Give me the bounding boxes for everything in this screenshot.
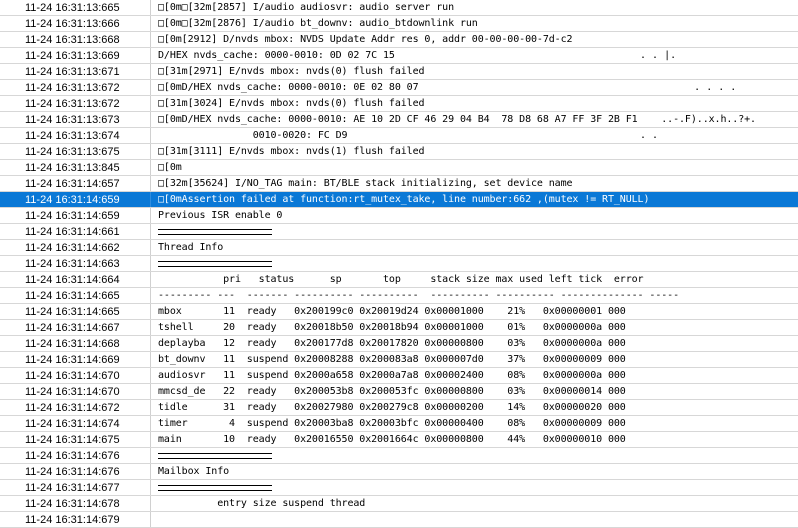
log-timestamp: 11-24 16:31:13:673: [25, 114, 120, 126]
log-row[interactable]: [0, 0, 798, 16]
log-timestamp: 11-24 16:31:13:666: [25, 18, 120, 30]
column-divider: [150, 448, 151, 463]
log-timestamp: 11-24 16:31:13:672: [25, 98, 120, 110]
log-timestamp: 11-24 16:31:13:845: [25, 162, 120, 174]
log-message: D/HEX nvds_cache: 0000-0010: 0D 02 7C 15: [158, 50, 395, 61]
log-row[interactable]: [0, 176, 798, 192]
log-timestamp: 11-24 16:31:13:674: [25, 130, 120, 142]
log-row[interactable]: [0, 336, 798, 352]
log-row[interactable]: [0, 448, 798, 464]
separator-line: [158, 453, 272, 459]
log-row[interactable]: [0, 240, 798, 256]
log-timestamp: 11-24 16:31:14:676: [25, 466, 120, 478]
log-timestamp: 11-24 16:31:14:662: [25, 242, 120, 254]
log-message: □[0m□[32m[2876] I/audio bt_downv: audio_btdownlink run: [158, 18, 478, 29]
log-timestamp: 11-24 16:31:14:679: [25, 514, 120, 526]
log-timestamp: 11-24 16:31:14:661: [25, 226, 120, 238]
log-timestamp: 11-24 16:31:13:675: [25, 146, 120, 158]
log-message: deplayba 12 ready 0x200177d8 0x20017820 0x00000800 03% 0x0000000a 000: [158, 338, 626, 349]
log-row[interactable]: [0, 128, 798, 144]
log-message: mbox 11 ready 0x200199c0 0x20019d24 0x00001000 21% 0x00000001 000: [158, 306, 626, 317]
log-message: tidle 31 ready 0x20027980 0x200279c8 0x00000200 14% 0x00000020 000: [158, 402, 626, 413]
log-message: Previous ISR enable 0: [158, 210, 283, 221]
column-divider: [150, 320, 151, 335]
log-timestamp: 11-24 16:31:13:669: [25, 50, 120, 62]
log-row[interactable]: [0, 464, 798, 480]
log-message: □[32m[35624] I/NO_TAG main: BT/BLE stack initializing, set device name: [158, 178, 573, 189]
log-timestamp: 11-24 16:31:14:676: [25, 450, 120, 462]
column-divider: [150, 416, 151, 431]
log-message: □[31m[2971] E/nvds mbox: nvds(0) flush failed: [158, 66, 425, 77]
log-timestamp: 11-24 16:31:14:669: [25, 354, 120, 366]
log-row[interactable]: [0, 288, 798, 304]
log-timestamp: 11-24 16:31:14:657: [25, 178, 120, 190]
log-message: bt_downv 11 suspend 0x20008288 0x200083a8 0x000007d0 37% 0x00000009 000: [158, 354, 626, 365]
log-timestamp: 11-24 16:31:14:670: [25, 370, 120, 382]
log-row[interactable]: [0, 144, 798, 160]
column-divider: [150, 224, 151, 239]
log-row[interactable]: [0, 352, 798, 368]
log-row[interactable]: [0, 416, 798, 432]
hex-ascii-dump: . .: [640, 130, 659, 141]
column-divider: [150, 144, 151, 159]
column-divider: [150, 32, 151, 47]
column-divider: [150, 176, 151, 191]
log-row[interactable]: [0, 256, 798, 272]
log-timestamp: 11-24 16:31:14:667: [25, 322, 120, 334]
column-divider: [150, 64, 151, 79]
log-message: --------- --- ------- ---------- ---------- ---------- ---------- -------------- -----: [158, 290, 680, 301]
column-divider: [150, 16, 151, 31]
log-message: Mailbox Info: [158, 466, 230, 477]
log-timestamp: 11-24 16:31:14:678: [25, 498, 120, 510]
log-row[interactable]: [0, 160, 798, 176]
log-message: □[0mD/HEX nvds_cache: 0000-0010: AE 10 2D CF 46 29 04 B4 78 D8 68 A7 FF 3F 2B F1 ..-.F)..x.h..?+.: [158, 114, 756, 125]
column-divider: [150, 400, 151, 415]
log-row[interactable]: [0, 496, 798, 512]
log-message: timer 4 suspend 0x20003ba8 0x20003bfc 0x00000400 08% 0x00000009 000: [158, 418, 626, 429]
log-row[interactable]: [0, 16, 798, 32]
log-message: □[0mAssertion failed at function:rt_mutex_take, line number:662 ,(mutex != RT_NULL): [158, 194, 650, 205]
log-message: main 10 ready 0x20016550 0x2001664c 0x00000800 44% 0x00000010 000: [158, 434, 626, 445]
separator-line: [158, 485, 272, 491]
log-timestamp: 11-24 16:31:14:665: [25, 306, 120, 318]
column-divider: [150, 288, 151, 303]
log-row[interactable]: [0, 96, 798, 112]
column-divider: [150, 464, 151, 479]
log-row[interactable]: [0, 512, 798, 528]
column-divider: [150, 368, 151, 383]
log-row[interactable]: [0, 48, 798, 64]
column-divider: [150, 80, 151, 95]
hex-ascii-dump: . . . .: [640, 82, 737, 93]
log-row[interactable]: [0, 80, 798, 96]
column-divider: [150, 112, 151, 127]
log-timestamp: 11-24 16:31:14:664: [25, 274, 120, 286]
log-timestamp: 11-24 16:31:13:665: [25, 2, 120, 14]
log-message: □[31m[3024] E/nvds mbox: nvds(0) flush failed: [158, 98, 425, 109]
column-divider: [150, 96, 151, 111]
log-row[interactable]: [0, 272, 798, 288]
log-row[interactable]: [0, 112, 798, 128]
log-row[interactable]: [0, 384, 798, 400]
separator-line: [158, 261, 272, 267]
log-timestamp: 11-24 16:31:13:671: [25, 66, 120, 78]
log-timestamp: 11-24 16:31:14:659: [25, 210, 120, 222]
log-timestamp: 11-24 16:31:14:663: [25, 258, 120, 270]
log-message: Thread Info: [158, 242, 224, 253]
hex-ascii-dump: . . |.: [640, 50, 677, 61]
column-divider: [150, 272, 151, 287]
log-message: □[31m[3111] E/nvds mbox: nvds(1) flush failed: [158, 146, 425, 157]
log-row[interactable]: [0, 32, 798, 48]
log-message: tshell 20 ready 0x20018b50 0x20018b94 0x00001000 01% 0x0000000a 000: [158, 322, 626, 333]
log-timestamp: 11-24 16:31:14:672: [25, 402, 120, 414]
column-divider: [150, 48, 151, 63]
column-divider: [150, 304, 151, 319]
column-divider: [150, 240, 151, 255]
log-timestamp: 11-24 16:31:13:668: [25, 34, 120, 46]
log-row[interactable]: [0, 400, 798, 416]
log-row[interactable]: [0, 192, 798, 208]
log-message: □[0mD/HEX nvds_cache: 0000-0010: 0E 02 80 07: [158, 82, 419, 93]
log-timestamp: 11-24 16:31:14:670: [25, 386, 120, 398]
log-timestamp: 11-24 16:31:14:659: [25, 194, 120, 206]
log-row[interactable]: [0, 208, 798, 224]
separator-line: [158, 229, 272, 235]
log-message: pri status sp top stack size max used left tick error: [158, 274, 644, 285]
column-divider: [150, 128, 151, 143]
column-divider: [150, 496, 151, 511]
log-message: audiosvr 11 suspend 0x2000a658 0x2000a7a8 0x00002400 08% 0x0000000a 000: [158, 370, 626, 381]
column-divider: [150, 192, 151, 207]
column-divider: [150, 0, 151, 15]
column-divider: [150, 160, 151, 175]
column-divider: [150, 336, 151, 351]
log-message: □[0m[2912] D/nvds mbox: NVDS Update Addr res 0, addr 00-00-00-00-7d-c2: [158, 34, 573, 45]
log-timestamp: 11-24 16:31:14:674: [25, 418, 120, 430]
column-divider: [150, 432, 151, 447]
log-row[interactable]: [0, 432, 798, 448]
column-divider: [150, 480, 151, 495]
log-timestamp: 11-24 16:31:14:675: [25, 434, 120, 446]
log-timestamp: 11-24 16:31:14:665: [25, 290, 120, 302]
log-row[interactable]: [0, 368, 798, 384]
log-row[interactable]: [0, 304, 798, 320]
column-divider: [150, 256, 151, 271]
log-message: 0010-0020: FC D9: [158, 130, 348, 141]
log-message: entry size suspend thread: [158, 498, 366, 509]
log-message: □[0m: [158, 162, 182, 173]
log-timestamp: 11-24 16:31:14:677: [25, 482, 120, 494]
log-row[interactable]: [0, 224, 798, 240]
log-timestamp: 11-24 16:31:13:672: [25, 82, 120, 94]
column-divider: [150, 352, 151, 367]
log-message: mmcsd_de 22 ready 0x200053b8 0x200053fc 0x00000800 03% 0x00000014 000: [158, 386, 626, 397]
log-message: □[0m□[32m[2857] I/audio audiosvr: audio server run: [158, 2, 455, 13]
log-timestamp: 11-24 16:31:14:668: [25, 338, 120, 350]
log-row[interactable]: [0, 480, 798, 496]
log-row[interactable]: [0, 320, 798, 336]
column-divider: [150, 384, 151, 399]
log-row[interactable]: [0, 64, 798, 80]
column-divider: [150, 208, 151, 223]
column-divider: [150, 512, 151, 527]
